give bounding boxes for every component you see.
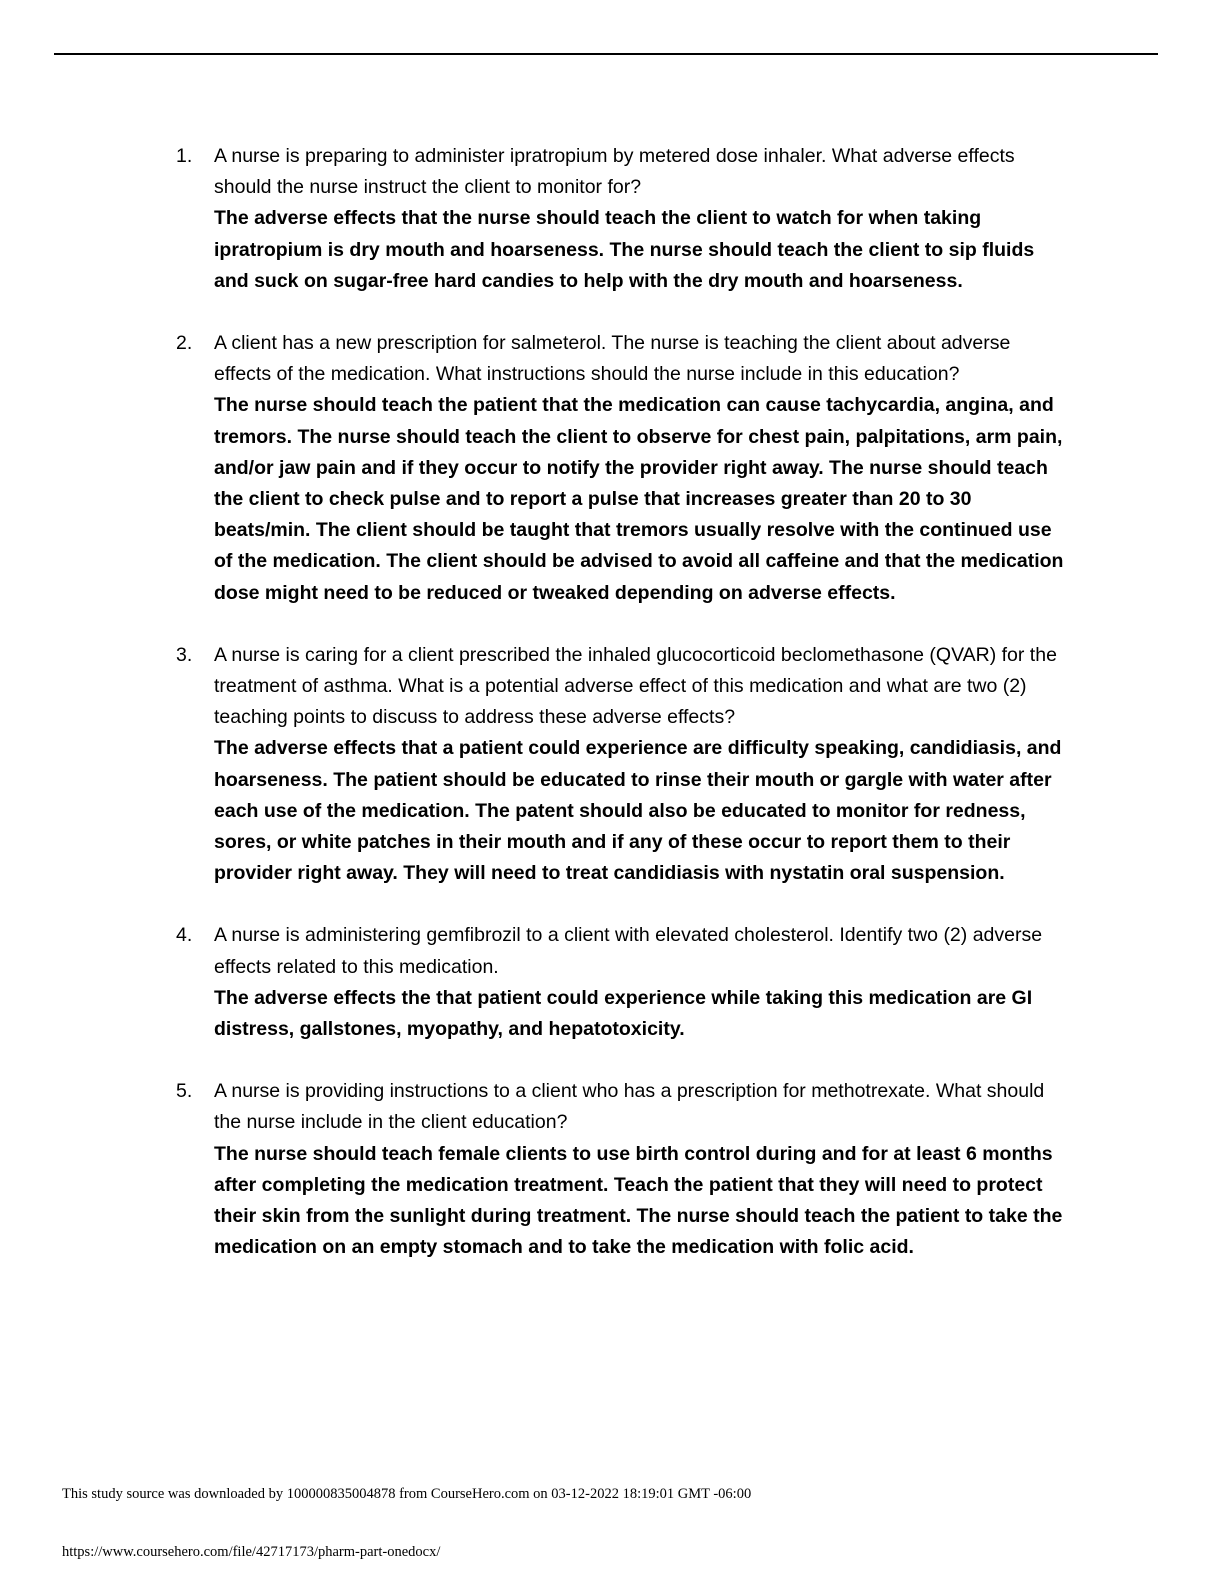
answer-text: The adverse effects that a patient could experience are difficulty speaking, candidiasis, and hoarseness. The patient should be educated to rinse their mouth or gargle with water after each use of the medication. The patent should also be educated to monitor for redness, sores, or white patches in their mouth and if any of these occur to report them to their provider right away. They will need to treat candidiasis with nystatin oral suspension. [214,737,1062,885]
question-text: A nurse is administering gemfibrozil to a client with elevated cholesterol. Identify two (2) adverse effects related to this medication. [214,924,1043,978]
question-item [170,920,1070,1045]
question-text: A client has a new prescription for salmeterol. The nurse is teaching the client about adverse effects of the medication. What instructions should the nurse include in this education? [214,332,1011,386]
answer-text: The nurse should teach female clients to use birth control during and for at least 6 months after completing the medication treatment. Teach the patient that they will need to protect their skin from the sunlight during treatment. The nurse should teach the patient to take the medication on an empty stomach and to take the medication with folic acid. [214,1142,1063,1259]
question-number: 3. [176,643,193,666]
question-number: 1. [176,145,193,167]
question-text: A nurse is providing instructions to a client who has a prescription for methotrexate. What should the nurse include in the client education? [214,1080,1045,1134]
answer-text: The nurse should teach the patient that the medication can cause tachycardia, angina, and tremors. The nurse should teach the client to observe for chest pain, palpitations, arm pain, and/or jaw pain and if they occur to notify the provider right away. The nurse should teach the client to check pulse and to report a pulse that increases greater than 20 to 30 beats/min. The client should be taught that tremors usually resolve with the continued use of the medication. The client should be advised to avoid all caffeine and that the medication dose might need to be reduced or tweaked depending on adverse effects. [214,394,1064,604]
question-number: 2. [176,332,193,355]
answer-text: The adverse effects the that patient could experience while taking this medication are GI distress, gallstones, myopathy, and hepatotoxicity. [214,986,1033,1041]
question-item [170,141,1070,297]
top-rule [54,53,1158,55]
question-item [170,640,1070,890]
question-list [170,141,1070,1264]
question-item [170,1076,1070,1263]
question-number: 4. [176,924,193,947]
source-url[interactable]: https://www.coursehero.com/file/42717173/pharm-part-onedocx/ [62,1544,441,1560]
answer-text: The adverse effects that the nurse should teach the client to watch for when taking ipratropium is dry mouth and hoarseness. The nurse should teach the client to sip fluids and suck on sugar-free hard candies to help with the dry mouth and hoarseness. [214,207,1035,292]
question-number: 5. [176,1080,193,1103]
question-item [170,328,1070,609]
question-text: A nurse is caring for a client prescribed the inhaled glucocorticoid beclomethasone (QVAR) for the treatment of asthma. What is a potential adverse effect of this medication and what are two (2) teaching points to discuss to address these adverse effects? [214,643,1057,729]
question-text: A nurse is preparing to administer ipratropium by metered dose inhaler. What adverse effects should the nurse instruct the client to monitor for? [214,145,1015,199]
download-notice: This study source was downloaded by 100000835004878 from CourseHero.com on 03-12-2022 18:19:01 GMT -06:00 [62,1486,752,1502]
